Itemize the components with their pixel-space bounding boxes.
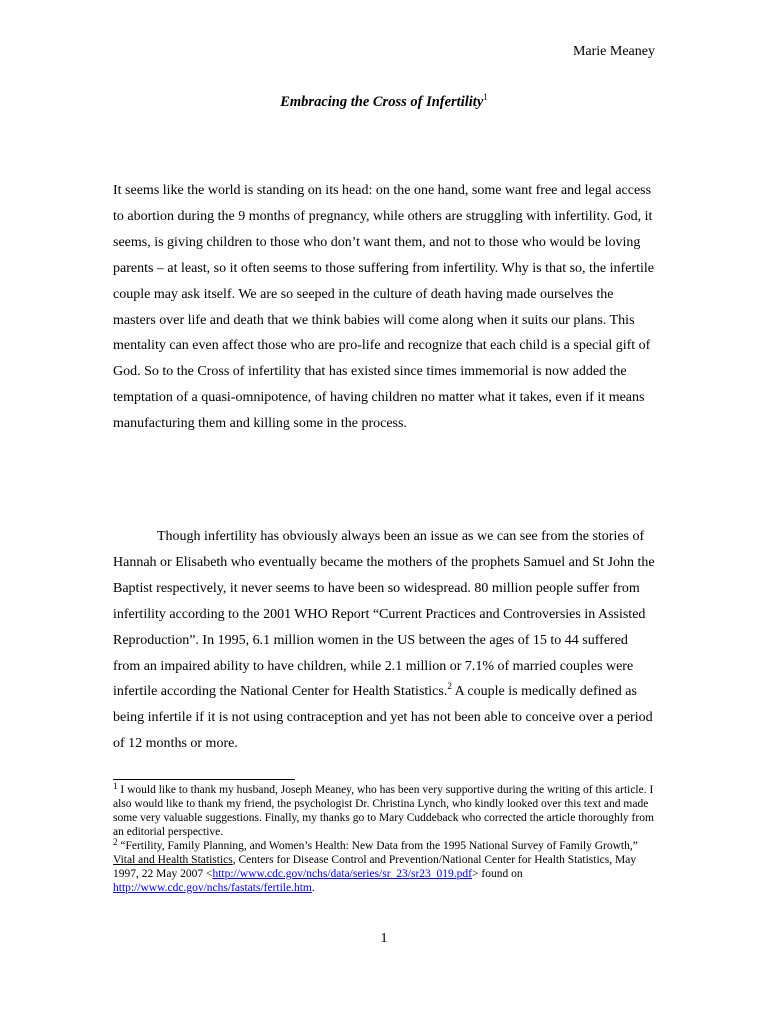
footnote-1-text: I would like to thank my husband, Joseph Meaney, who has been very supportive during the writing of this article. I also would like to thank my friend, the psychologist Dr. Christina Lynch, who kindly looked over this text and made some very valuable suggestions. Finally, my thanks go to Mary Cuddeback who corrected the article thoroughly from an editorial perspective. — [113, 784, 654, 838]
paragraph-2-text-b: A couple is medically defined as being infertile if it is not using contraception and yet has not been able to conceive over a period of 12 months or more. — [113, 684, 653, 752]
footnote-separator — [113, 779, 295, 780]
footnote-2-text-d: . — [311, 882, 315, 894]
page-number: 1 — [380, 931, 388, 946]
paragraph-2-footnote-ref[interactable]: 2 — [447, 681, 452, 692]
footnote-2-text-c: > found on — [472, 868, 523, 880]
footnote-1-number: 1 — [113, 781, 118, 791]
footnotes — [113, 783, 658, 895]
footnote-2-text-b: , Centers for Disease Control and Prevention/National Center for Health Statistics, May 1997, 22 May 2007 < — [113, 854, 637, 880]
footnote-2-source-title: Vital and Health Statistics — [113, 854, 233, 866]
paragraph-1: It seems like the world is standing on its head: on the one hand, some want free and legal access to abortion during the 9 months of pregnancy, while others are struggling with infertility. God, it seems, is giving children to those who don’t want them, and not to those who would be loving parents – at least, so it often seems to those suffering from infertility. Why is that so, the infertile couple may ask itself. We are so seeped in the culture of death having made ourselves the masters over life and death that we think babies will come along when it suits our plans. This mentality can even affect those who are pro-life and recognize that each child is a special gift of God. So to the Cross of infertility that has existed since times immemorial is now added the temptation of a quasi-omnipotence, of having children no matter what it takes, even if it means manufacturing them and killing some in the process. — [113, 183, 654, 432]
title-footnote-ref[interactable]: 1 — [483, 92, 488, 102]
paragraph-2-text-a: Though infertility has obviously always been an issue as we can see from the stories of Hannah or Elisabeth who eventually became the mothers of the prophets Samuel and St John the Baptist respectively, it never seems to have been so widespread. 80 million people suffer from infertility according to the 2001 WHO Report “Current Practices and Controversies in Assisted Reproduction”. In 1995, 6.1 million women in the US between the ages of 15 to 44 suffered from an impaired ability to have children, while 2.1 million or 7.1% of married couples were infertile according the National Center for Health Statistics. — [113, 529, 655, 700]
footnote-2-link-fastats[interactable]: http://www.cdc.gov/nchs/fastats/fertile.htm — [113, 882, 312, 894]
header-author: Marie Meaney — [572, 44, 655, 59]
footnote-2-link-pdf[interactable]: http://www.cdc.gov/nchs/data/series/sr_23/sr23_019.pdf — [212, 868, 473, 880]
footnote-1 — [113, 783, 658, 839]
title-text: Embracing the Cross of Infertility — [280, 94, 484, 110]
footnote-2 — [113, 839, 658, 895]
footnote-2-number: 2 — [113, 837, 118, 847]
document-title — [0, 92, 768, 111]
footnote-2-text-a: “Fertility, Family Planning, and Women’s Health: New Data from the 1995 National Survey of Family Growth,” — [117, 840, 638, 852]
paragraph-2 — [113, 524, 658, 757]
